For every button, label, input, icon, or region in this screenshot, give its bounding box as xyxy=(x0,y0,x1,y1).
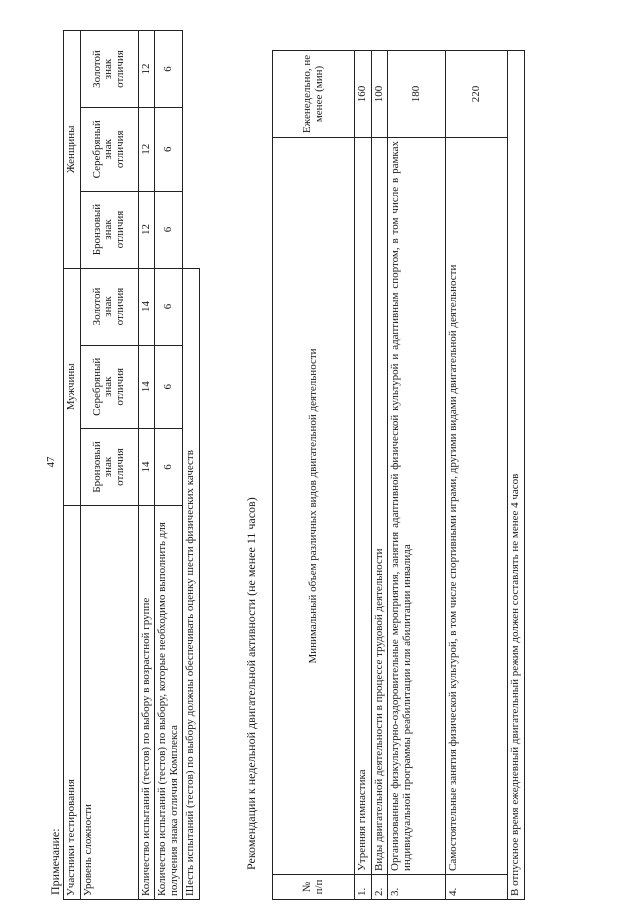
medal-word: знак xyxy=(102,296,115,317)
row-label: Количество испытаний (тестов) по выбору в возрастной группе xyxy=(138,506,155,900)
note-label: Примечание: xyxy=(48,828,62,895)
row-number: 3. xyxy=(388,875,446,900)
activity-cell: Самостоятельные занятия физической культурой, в том числе спортивными играми, другими видами двигательной деятельности xyxy=(446,138,508,875)
table-row xyxy=(80,31,138,900)
row-label: Количество испытаний (тестов) по выбору, которые необходимо выполнить для получения знака отличия Комплекса xyxy=(155,506,183,900)
medal-word: отличия xyxy=(113,50,126,88)
medal-gold-men xyxy=(80,268,138,345)
table-row xyxy=(273,51,355,900)
value-cell: 12 xyxy=(138,31,155,108)
row-number: 4. xyxy=(446,875,508,900)
medal-word: знак xyxy=(102,58,115,80)
row-number: 2. xyxy=(371,875,388,900)
table-row xyxy=(446,51,508,900)
medal-word: Золотой xyxy=(90,50,103,88)
table-row xyxy=(508,51,525,900)
value-cell: 14 xyxy=(138,345,155,428)
medal-word: Бронзовый xyxy=(90,203,103,256)
value-cell: 6 xyxy=(155,31,183,108)
group-men: Мужчины xyxy=(64,268,81,505)
medal-word: Серебряный xyxy=(90,120,103,179)
minutes-cell: 160 xyxy=(355,51,372,138)
table-row xyxy=(183,31,200,900)
minutes-cell: 220 xyxy=(446,51,508,138)
medal-word: Серебряный xyxy=(90,357,103,416)
complexity-table xyxy=(63,30,200,900)
participants-label: Участники тестирования xyxy=(64,506,81,900)
value-cell: 6 xyxy=(155,345,183,428)
value-cell: 6 xyxy=(155,191,183,268)
value-cell: 12 xyxy=(138,108,155,191)
medal-word: знак xyxy=(102,376,115,398)
medal-word: отличия xyxy=(113,287,126,326)
col-activity-header: Минимальный объем различных видов двигательной деятельности xyxy=(273,138,355,875)
value-cell: 14 xyxy=(138,268,155,345)
medal-word: знак xyxy=(102,219,115,240)
medal-silver-women xyxy=(80,108,138,191)
value-cell: 12 xyxy=(138,191,155,268)
col-number-header: № п/п xyxy=(273,875,355,900)
group-women: Женщины xyxy=(64,31,81,269)
value-cell: 6 xyxy=(155,108,183,191)
empty-cell xyxy=(183,31,200,269)
row-number: 1. xyxy=(355,875,372,900)
medal-silver-men xyxy=(80,345,138,428)
medal-bronze-men xyxy=(80,429,138,506)
medal-word: отличия xyxy=(113,210,126,249)
table-row xyxy=(388,51,446,900)
recommendations-title: Рекомендации к недельной двигательной активности (не менее 11 часов) xyxy=(244,497,258,870)
table-row xyxy=(371,51,388,900)
value-cell: 6 xyxy=(155,429,183,506)
table-footer-note: В отпускное время ежедневный двигательный режим должен составлять не менее 4 часов xyxy=(508,51,525,900)
table-footer-note: Шесть испытаний (тестов) по выбору должны обеспечивать оценку шести физических качеств xyxy=(183,268,200,899)
table-row xyxy=(355,51,372,900)
medal-word: Золотой xyxy=(90,287,103,326)
medal-gold-women xyxy=(80,31,138,108)
activity-table xyxy=(272,50,525,900)
medal-word: отличия xyxy=(113,367,126,406)
level-label: Уровень сложности xyxy=(80,506,138,900)
minutes-cell: 100 xyxy=(371,51,388,138)
medal-word: отличия xyxy=(113,130,126,169)
activity-cell: Утренняя гимнастика xyxy=(355,138,372,875)
medal-word: знак xyxy=(102,456,115,478)
minutes-cell: 180 xyxy=(388,51,446,138)
table-row xyxy=(155,31,183,900)
col-weekly-header: Еженедельно, не менее (мин) xyxy=(273,51,355,138)
medal-word: Бронзовый xyxy=(90,441,103,493)
table-row xyxy=(138,31,155,900)
value-cell: 14 xyxy=(138,429,155,506)
value-cell: 6 xyxy=(155,268,183,345)
medal-word: отличия xyxy=(113,448,126,486)
activity-cell: Организованные физкультурно-оздоровительные мероприятия, занятия адаптивной физической культурой и адаптивным спортом, в том числе в рамках индивидуальной программы реабилитации или абилитации инвалида xyxy=(388,138,446,875)
table-row xyxy=(64,31,81,900)
medal-bronze-women xyxy=(80,191,138,268)
page-number: 47 xyxy=(45,456,57,468)
medal-word: знак xyxy=(102,139,115,160)
activity-cell: Виды двигательной деятельности в процессе трудовой деятельности xyxy=(371,138,388,875)
